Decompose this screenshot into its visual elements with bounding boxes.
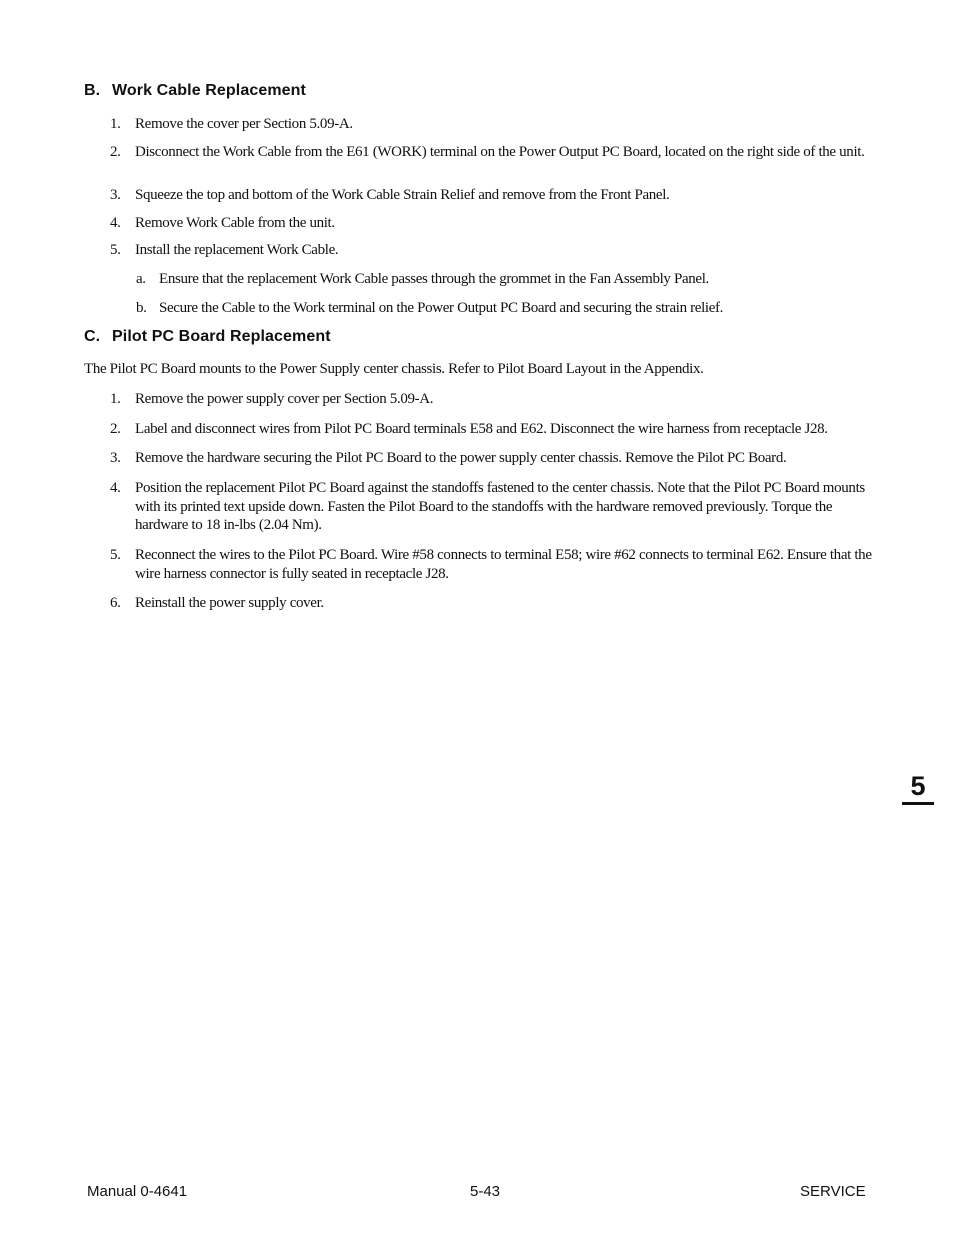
section-c-title: Pilot PC Board Replacement [112,328,331,345]
list-item [110,479,872,535]
list-item-number: 5. [110,547,121,563]
list-item-number: 6. [110,595,121,611]
list-item-number: 3. [110,450,121,466]
list-item-number: 5. [110,242,121,258]
list-item-text: Squeeze the top and bottom of the Work Cable Strain Relief and remove from the Front Panel. [135,187,670,203]
list-item-number: 2. [110,144,121,160]
section-c-intro: The Pilot PC Board mounts to the Power Supply center chassis. Refer to Pilot Board Layout in the Appendix. [84,361,704,377]
list-item-text: Remove Work Cable from the unit. [135,215,335,231]
list-item-text: Position the replacement Pilot PC Board against the standoffs fastened to the center chassis. Note that the Pilot PC Board mounts with its printed text upside down. Fasten the Pilot Board to the standoffs with the hardware removed previously. Torque the hardware to 18 in-lbs (2.04 Nm). [135,480,865,533]
list-item-number: 4. [110,215,121,231]
list-item-text: Remove the cover per Section 5.09-A. [135,116,353,132]
list-item [110,186,872,205]
list-item-text: Remove the hardware securing the Pilot PC Board to the power supply center chassis. Remove the Pilot PC Board. [135,450,787,466]
list-item-text: Reinstall the power supply cover. [135,595,324,611]
sub-list-item-text: Secure the Cable to the Work terminal on the Power Output PC Board and securing the strain relief. [159,300,724,316]
list-item [110,241,872,260]
list-item [110,214,872,233]
sub-list-item [136,270,872,289]
list-item-text: Remove the power supply cover per Section 5.09-A. [135,391,434,407]
section-c-heading [84,328,331,346]
list-item [110,449,872,468]
footer-page-number: 5-43 [470,1183,501,1200]
section-b-letter: B. [84,82,101,99]
sub-list-item-letter: a. [136,271,146,287]
list-item [110,546,872,583]
chapter-tab: 5 [902,770,934,805]
list-item [110,115,872,134]
list-item-text: Install the replacement Work Cable. [135,242,339,258]
section-b-title: Work Cable Replacement [112,82,306,99]
list-item [110,390,872,409]
sub-list-item-text: Ensure that the replacement Work Cable passes through the grommet in the Fan Assembly Panel. [159,271,709,287]
list-item-number: 4. [110,480,121,496]
footer-manual-number: Manual 0-4641 [87,1183,188,1200]
list-item-number: 1. [110,116,121,132]
list-item [110,594,872,613]
list-item-text: Reconnect the wires to the Pilot PC Board. Wire #58 connects to terminal E58; wire #62 connects to terminal E62. Ensure that the wire harness connector is fully seated in receptacle J28. [135,547,872,582]
footer-section-name: SERVICE [800,1183,866,1200]
sub-list-item [136,299,872,318]
list-item-number: 2. [110,421,121,437]
list-item-number: 3. [110,187,121,203]
list-item-text: Disconnect the Work Cable from the E61 (WORK) terminal on the Power Output PC Board, located on the right side of the unit. [135,144,865,160]
section-b-heading [84,82,306,100]
section-c-letter: C. [84,328,101,345]
list-item-number: 1. [110,391,121,407]
list-item-text: Label and disconnect wires from Pilot PC Board terminals E58 and E62. Disconnect the wire harness from receptacle J28. [135,421,828,437]
list-item [110,420,872,439]
sub-list-item-letter: b. [136,300,147,316]
list-item [110,143,872,162]
